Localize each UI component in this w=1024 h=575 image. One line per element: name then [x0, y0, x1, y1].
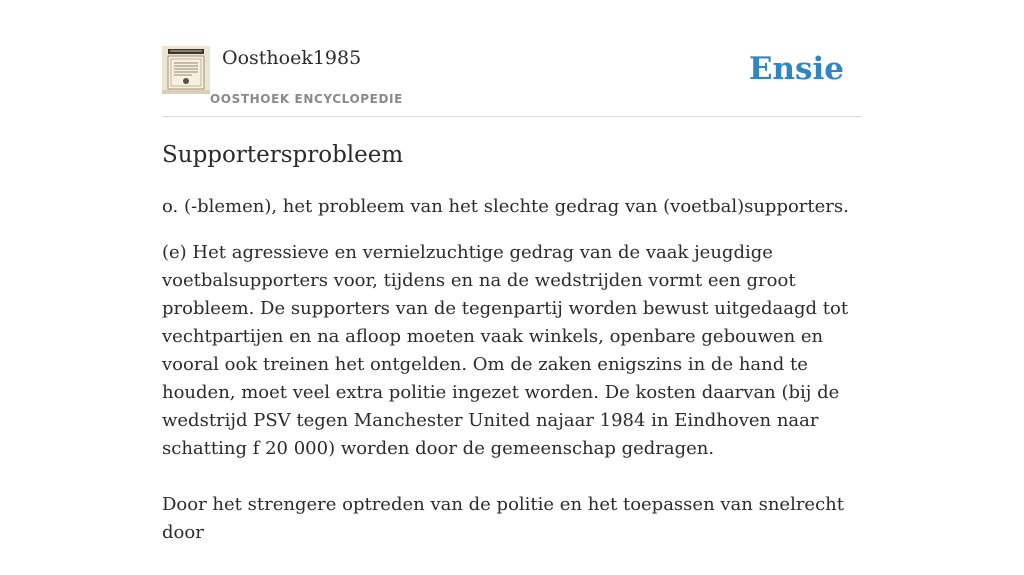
article-definition: o. (-blemen), het probleem van het slechte gedrag van (voetbal)supporters. [162, 196, 849, 217]
article-paragraph: (e) Het agressieve en vernielzuchtige gedrag van de vaak jeugdige voetbalsupporters voor, tijdens en na de wedstrijden vormt een groot probleem. De supporters van de tegenpartij worden bewust uitgedaagd tot vechtpartijen en na afloop moeten vaak winkels, openbare gebouwen en vooral ook treinen het ontgelden. Om de zaken enigszins in de hand te houden, moet veel extra politie ingezet worden. De kosten daarvan (bij de wedstrijd PSV tegen Manchester United najaar 1984 in Eindhoven naar schatting f 20 000) worden door de gemeenschap gedragen. [162, 242, 849, 459]
author-name-link[interactable]: Oosthoek1985 [222, 47, 362, 69]
source-label: OOSTHOEK ENCYCLOPEDIE [210, 92, 403, 106]
header [162, 0, 862, 117]
article-title: Supportersprobleem [162, 142, 404, 168]
article-body [162, 239, 862, 575]
author-avatar[interactable] [162, 46, 210, 94]
page-container [162, 0, 862, 543]
ensie-logo-link[interactable]: Ensie [748, 51, 844, 87]
article-paragraph: Door het strengere optreden van de politie en het toepassen van snelrecht door [162, 494, 844, 543]
encyclopedia-cover-icon [162, 46, 210, 94]
